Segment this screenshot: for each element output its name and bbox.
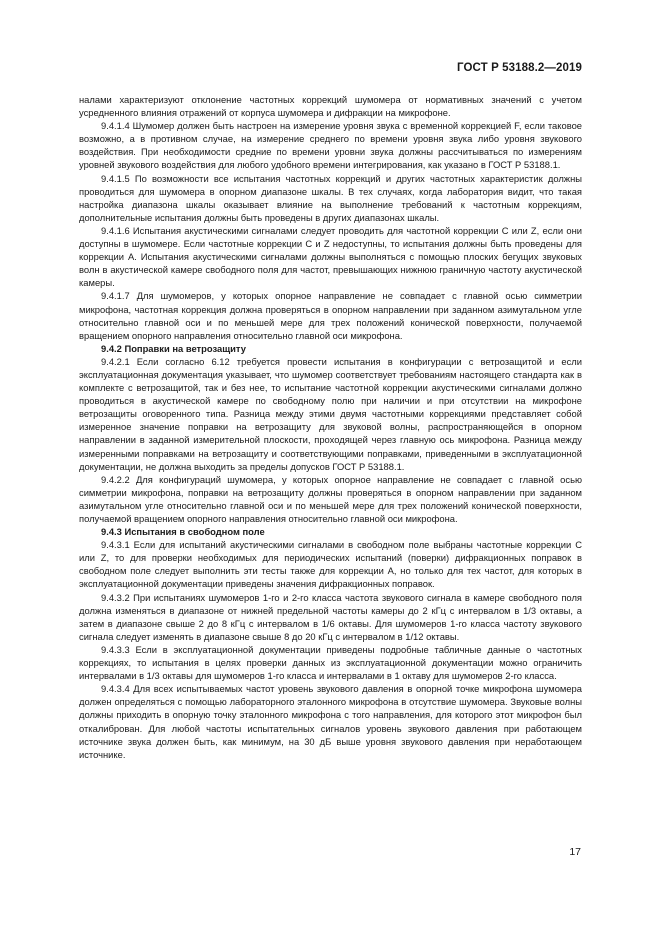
- paragraph-9-4-3-1: 9.4.3.1 Если для испытаний акустическими сигналами в свободном поле выбраны частотные коррекции C или Z, то для проверки необходимых для периодических испытаний (поверки) дифракционных поправок в свободном поле следует выполнить эти тесты также для коррекции A, но только для тех частот, для которых в эксплуатационной документации приведены значения дифракционных поправок.: [79, 539, 582, 590]
- paragraph-9-4-2-1: 9.4.2.1 Если согласно 6.12 требуется провести испытания в конфигурации с ветрозащитой и если эксплуатационная документация указывает, что шумомер соответствует требованиям настоящего стандарта как в комплекте с ветрозащитой, так и без нее, то испытание частотной коррекции акустическими сигналами должно проводиться в акустической камере по свободному полю при наличии и при отсутствии на микрофоне ветрозащиты оговоренного типа. Разница между этими двумя частотными коррекциями представляет собой измеренное значение поправки на ветрозащиту для звуковой волны, распространяющейся в опорном направлении в заданной измерительной плоскости, проходящей через главную ось микрофона. Разница между измеренными поправками на ветрозащиту и соответствующими поправками, приведенными в эксплуатационной документации, не должна выходить за пределы допусков ГОСТ Р 53188.1.: [79, 355, 582, 472]
- paragraph-9-4-1-7: 9.4.1.7 Для шумомеров, у которых опорное направление не совпадает с главной осью симметрии микрофона, частотная коррекция должна проверяться в опорном направлении при заданном азимутальном угле относительно главной оси и по меньшей мере для трех положений конической поверхности, получаемой вращением опорного направления относительно главной оси микрофона.: [79, 290, 582, 341]
- page-number: 17: [569, 846, 581, 858]
- section-heading-9-4-2: 9.4.2 Поправки на ветрозащиту: [101, 342, 246, 354]
- document-body: [79, 93, 582, 761]
- paragraph-9-4-3-3: 9.4.3.3 Если в эксплуатационной документации приведены подробные табличные данные о частотных коррекциях, то испытания в целях проверки данных из эксплуатационной документации можно ограничить интервалами в 1/3 октавы для шумомеров 1-го класса и интервалами в 1 октаву для шумомеров 2-го класса.: [79, 643, 582, 682]
- paragraph-9-4-3-2: 9.4.3.2 При испытаниях шумомеров 1-го и 2-го класса частота звукового сигнала в камере свободного поля должна изменяться в диапазоне от нижней предельной частоты камеры до 2 кГц с интервалом в 1/3 октавы, а затем в диапазоне свыше 2 до 8 кГц с интервалом в 1/6 октавы. Для шумомеров 1-го класса частоту звукового сигнала следует изменять в диапазоне свыше 8 до 20 кГц с интервалом в 1/12 октавы.: [79, 591, 582, 642]
- paragraph-continuation: налами характеризуют отклонение частотных коррекций шумомера от нормативных значений с учетом усредненного влияния отражений от корпуса шумомера и дифракции на микрофоне.: [79, 94, 582, 119]
- section-heading-9-4-3: 9.4.3 Испытания в свободном поле: [101, 526, 265, 538]
- paragraph-9-4-1-5: 9.4.1.5 По возможности все испытания частотных коррекций и других частотных характеристик должны проводиться для шумомера в опорном диапазоне шкалы. В тех случаях, когда лаборатория видит, что такая настройка диапазона шкалы оказывает влияние на выполнение требований к частотным коррекциям, дополнительные испытания должны быть проведены в других диапазонах шкалы.: [79, 172, 582, 223]
- paragraph-9-4-2-2: 9.4.2.2 Для конфигураций шумомера, у которых опорное направление не совпадает с главной осью симметрии микрофона, поправки на ветрозащиту должны проверяться в опорном направлении при заданном азимутальном угле относительно главной оси и по меньшей мере для трех положений конической поверхности, получаемой вращением опорного направления относительно главной оси микрофона.: [79, 473, 582, 524]
- paragraph-9-4-1-4: 9.4.1.4 Шумомер должен быть настроен на измерение уровня звука с временной коррекцией F, если таковое возможно, а в противном случае, на измерение среднего по времени уровня звука либо уровня звукового воздействия. При необходимости средние по времени уровни звука должны рассчитываться по измерениям уровней звукового воздействия для любого удобного времени интегрирования, как указано в ГОСТ Р 53188.1.: [79, 120, 582, 171]
- document-header: ГОСТ Р 53188.2—2019: [457, 62, 582, 74]
- paragraph-9-4-3-4: 9.4.3.4 Для всех испытываемых частот уровень звукового давления в опорной точке микрофона шумомера должен определяться с помощью лабораторного эталонного микрофона в отсутствие шумомера. Звуковые волны должны приходить в опорную точку эталонного микрофона с того направления, для которого этот микрофон был откалиброван. Для любой частоты испытательных сигналов уровень звукового давления при работающем источнике звука должен быть, как минимум, на 30 дБ выше уровня звукового давления при неработающем источнике.: [79, 683, 582, 760]
- paragraph-9-4-1-6: 9.4.1.6 Испытания акустическими сигналами следует проводить для частотной коррекции C или Z, если они доступны в шумомере. Если частотные коррекции C и Z недоступны, то испытания должны быть проведены для коррекции A. Испытания акустическими сигналами должны выполняться с помощью плоских бегущих звуковых волн в акустической камере свободного поля для частот, превышающих нижнюю граничную частоту акустической камеры.: [79, 224, 582, 289]
